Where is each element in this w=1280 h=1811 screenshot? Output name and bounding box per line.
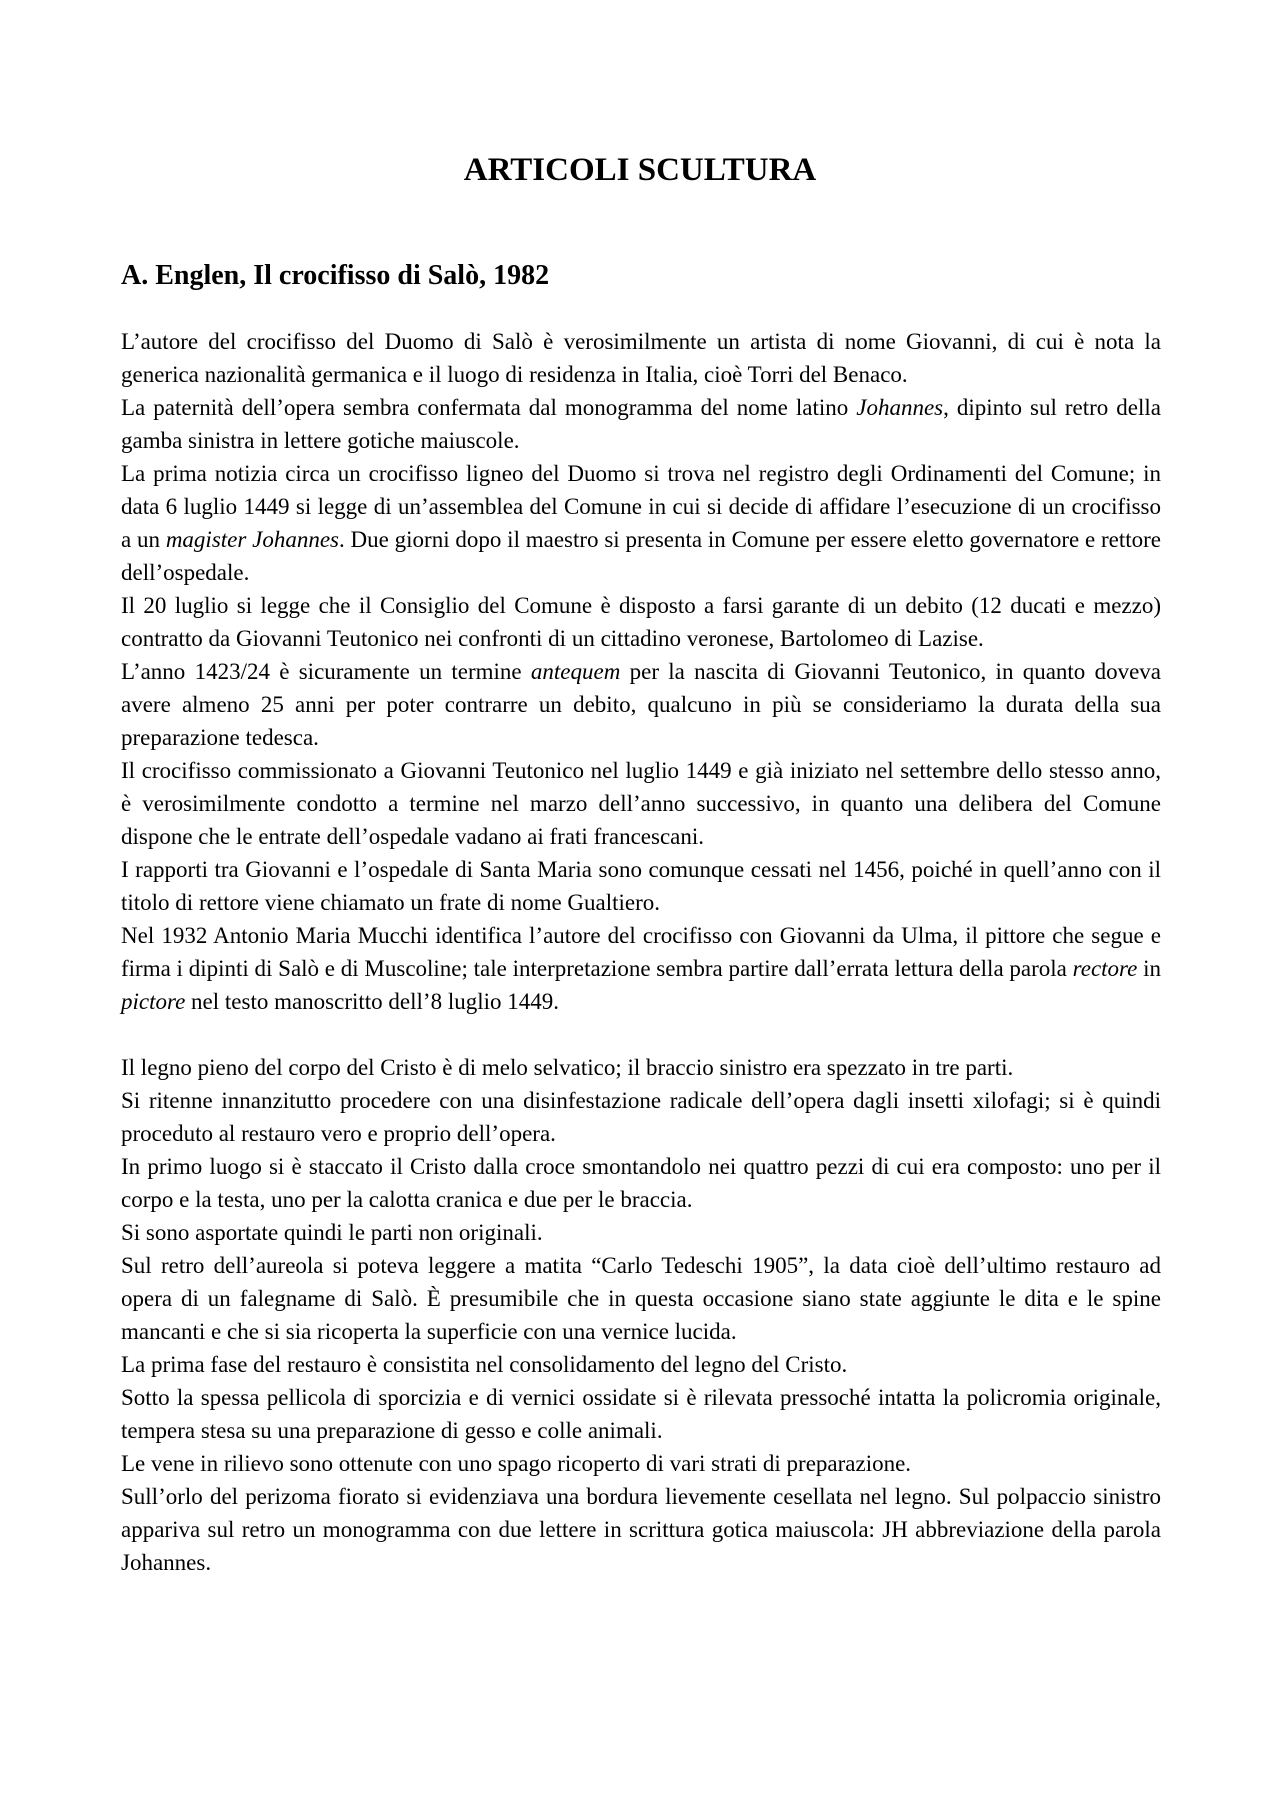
- paragraph: [121, 754, 1161, 853]
- paragraph: [121, 457, 1161, 589]
- text-run: Sull’orlo del perizoma fiorato si evidenziava una bordura lievemente cesellata nel legno. Sul polpaccio sinistro appariva sul retro un monogramma con due lettere in scrittura gotica maiuscola: JH abbreviazione della parola Johannes.: [121, 1484, 1161, 1575]
- text-run: Il 20 luglio si legge che il Consiglio del Comune è disposto a farsi garante di un debito (12 ducati e mezzo) contratto da Giovanni Teutonico nei confronti di un cittadino veronese, Bartolomeo di Lazise.: [121, 593, 1161, 651]
- paragraph: [121, 853, 1161, 919]
- article-body: [121, 325, 1161, 1579]
- paragraph: [121, 1348, 1161, 1381]
- italic-run: antequem: [530, 659, 621, 684]
- text-run: La prima notizia circa un crocifisso ligneo del Duomo si trova nel registro degli Ordinamenti del Comune; in data 6 luglio 1449 si legge di un’assemblea del Comune in cui si decide di affidare l’esecuzione di un crocifisso a un: [121, 461, 1161, 552]
- paragraph: [121, 1084, 1161, 1150]
- text-run: Nel 1932 Antonio Maria Mucchi identifica l’autore del crocifisso con Giovanni da Ulma, il pittore che segue e firma i dipinti di Salò e di Muscoline; tale interpretazione sembra partire dall’errata lettura della parola: [121, 923, 1161, 981]
- paragraph: [121, 1447, 1161, 1480]
- text-run: Sul retro dell’aureola si poteva leggere a matita “Carlo Tedeschi 1905”, la data cioè dell’ultimo restauro ad opera di un falegname di Salò. È presumibile che in questa occasione siano state aggiunte le dita e le spine mancanti e che si sia ricoperta la superficie con una vernice lucida.: [121, 1253, 1161, 1344]
- italic-run: pictore: [121, 989, 186, 1014]
- paragraph: [121, 589, 1161, 655]
- text-run: Il crocifisso commissionato a Giovanni Teutonico nel luglio 1449 e già iniziato nel settembre dello stesso anno, è verosimilmente condotto a termine nel marzo dell’anno successivo, in quanto una delibera del Comune dispone che le entrate dell’ospedale vadano ai frati francescani.: [121, 758, 1161, 849]
- text-run: I rapporti tra Giovanni e l’ospedale di Santa Maria sono comunque cessati nel 1456, poiché in quell’anno con il titolo di rettore viene chiamato un frate di nome Gualtiero.: [121, 857, 1161, 915]
- section-heading: A. Englen, Il crocifisso di Salò, 1982: [121, 260, 550, 291]
- text-run: Il legno pieno del corpo del Cristo è di melo selvatico; il braccio sinistro era spezzato in tre parti.: [121, 1055, 1014, 1080]
- italic-run: magister Johannes: [165, 527, 339, 552]
- text-run: in: [1137, 956, 1162, 981]
- italic-run: Johannes: [856, 395, 944, 420]
- text-run: nel testo manoscritto dell’8 luglio 1449.: [185, 989, 559, 1014]
- paragraph: [121, 325, 1161, 391]
- italic-run: rectore: [1072, 956, 1138, 981]
- paragraph: [121, 1381, 1161, 1447]
- text-run: L’autore del crocifisso del Duomo di Salò è verosimilmente un artista di nome Giovanni, di cui è nota la generica nazionalità germanica e il luogo di residenza in Italia, cioè Torri del Benaco.: [121, 329, 1161, 387]
- paragraph: [121, 391, 1161, 457]
- text-run: Sotto la spessa pellicola di sporcizia e di vernici ossidate si è rilevata pressoché intatta la policromia originale, tempera stesa su una preparazione di gesso e colle animali.: [121, 1385, 1161, 1443]
- paragraph: [121, 1249, 1161, 1348]
- paragraph: [121, 1150, 1161, 1216]
- text-run: per la nascita di Giovanni Teutonico, in quanto doveva avere almeno 25 anni per poter contrarre un debito, qualcuno in più se consideriamo la durata della sua preparazione tedesca.: [121, 659, 1162, 750]
- text-run: L’anno 1423/24 è sicuramente un termine: [121, 659, 531, 684]
- paragraph: [121, 919, 1161, 1018]
- paragraph: [121, 1480, 1161, 1579]
- text-run: In primo luogo si è staccato il Cristo dalla croce smontandolo nei quattro pezzi di cui era composto: uno per il corpo e la testa, uno per la calotta cranica e due per le braccia.: [121, 1154, 1161, 1212]
- text-run: Si ritenne innanzitutto procedere con una disinfestazione radicale dell’opera dagli insetti xilofagi; si è quindi proceduto al restauro vero e proprio dell’opera.: [121, 1088, 1161, 1146]
- text-run: La prima fase del restauro è consistita nel consolidamento del legno del Cristo.: [121, 1352, 848, 1377]
- text-run: . Due giorni dopo il maestro si presenta in Comune per essere eletto governatore e rettore dell’ospedale.: [121, 527, 1162, 585]
- text-run: , dipinto sul retro della gamba sinistra in lettere gotiche maiuscole.: [121, 395, 1161, 453]
- text-run: La paternità dell’opera sembra confermata dal monogramma del nome latino: [121, 395, 857, 420]
- document-title: ARTICOLI SCULTURA: [463, 152, 817, 188]
- paragraph: [121, 1216, 1161, 1249]
- paragraph: [121, 1051, 1161, 1084]
- paragraph: [121, 655, 1161, 754]
- text-run: Le vene in rilievo sono ottenute con uno spago ricoperto di vari strati di preparazione.: [121, 1451, 912, 1476]
- text-run: Si sono asportate quindi le parti non originali.: [121, 1220, 543, 1245]
